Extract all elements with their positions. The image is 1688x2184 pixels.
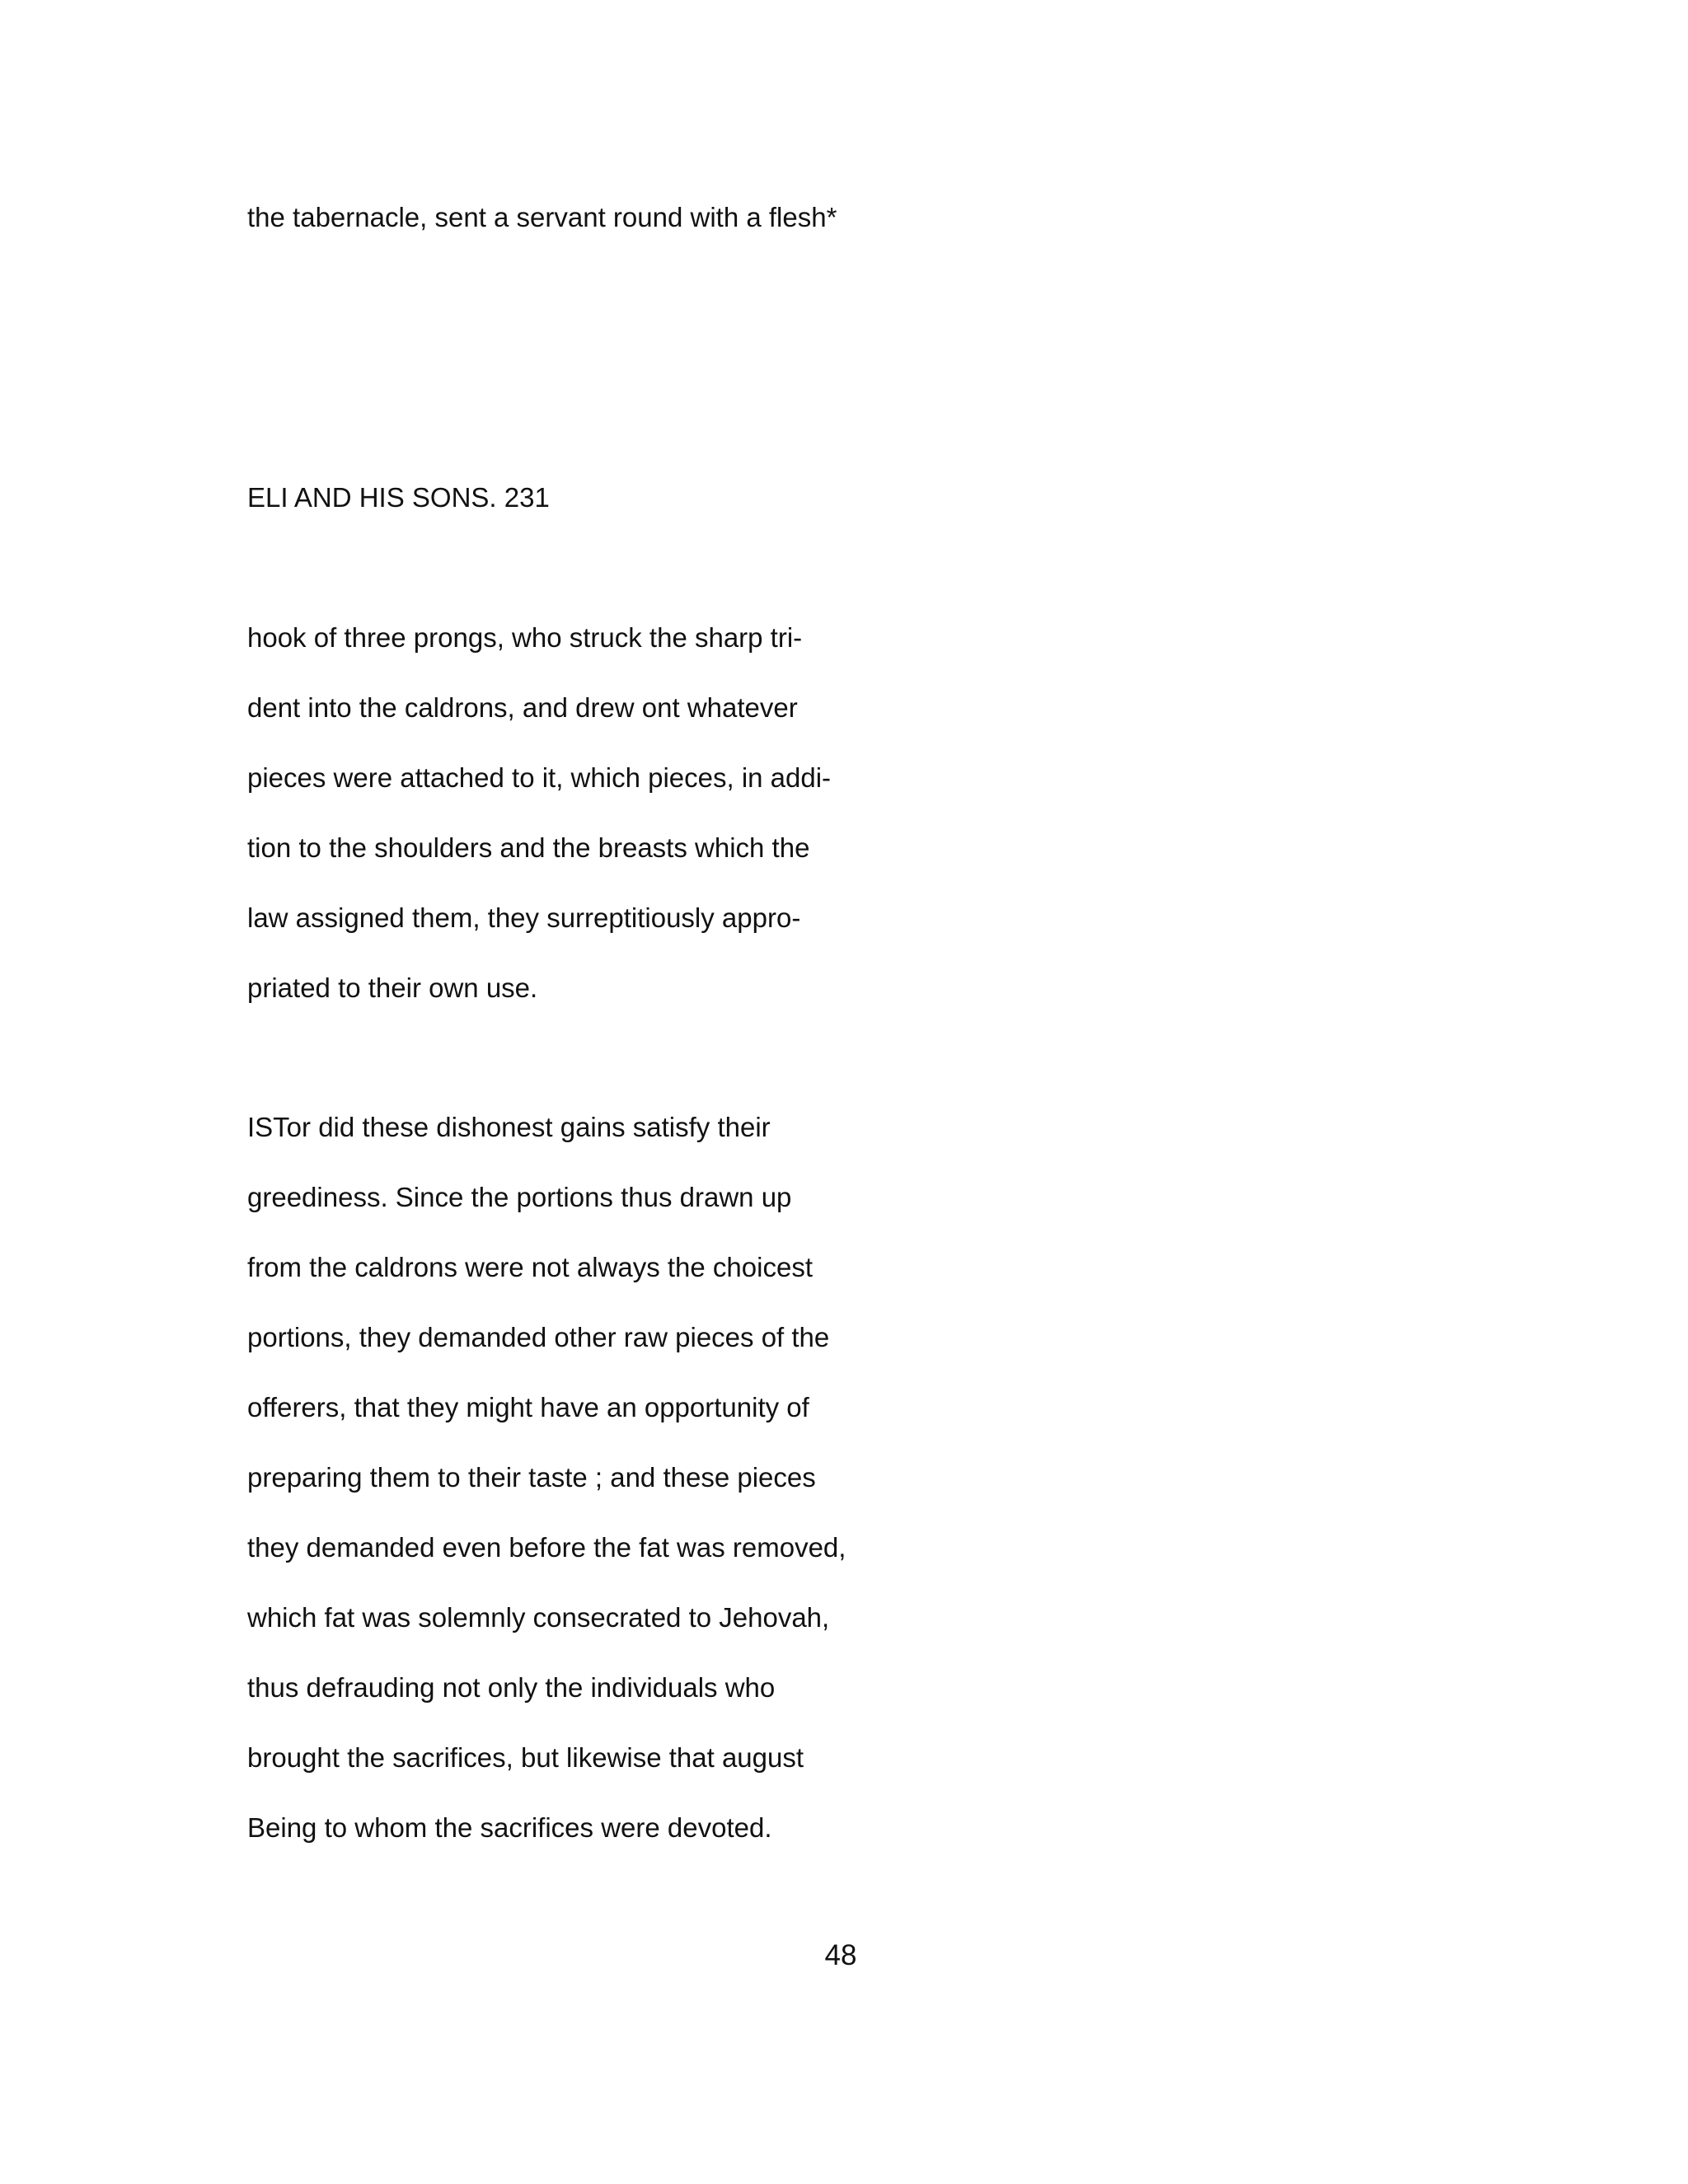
page-number: 48 [824,1939,857,1971]
paragraph-line: from the caldrons were not always the choicest [247,1252,813,1282]
paragraph-line: dent into the caldrons, and drew ont whatever [247,692,798,723]
paragraph-line: priated to their own use. [247,972,538,1003]
paragraph-line: they demanded even before the fat was removed, [247,1532,846,1563]
paragraph-line: pieces were attached to it, which pieces, in addi- [247,762,832,793]
paragraph-line: ISTor did these dishonest gains satisfy their [247,1112,771,1142]
paragraph-line: thus defrauding not only the individuals who [247,1672,776,1703]
paragraph-line: tion to the shoulders and the breasts which the [247,832,810,863]
paragraph-line: brought the sacrifices, but likewise that august [247,1742,804,1773]
paragraph-line: Being to whom the sacrifices were devoted. [247,1812,772,1843]
paragraph-line: portions, they demanded other raw pieces of the [247,1322,830,1352]
paragraph-line: preparing them to their taste ; and these pieces [247,1462,816,1493]
top-line: the tabernacle, sent a servant round with a flesh* [247,202,837,232]
paragraph-line: hook of three prongs, who struck the sharp tri- [247,622,803,653]
paragraph-line: offerers, that they might have an opportunity of [247,1392,809,1422]
running-header: ELI AND HIS SONS. 231 [247,482,550,513]
paragraph-line: greediness. Since the portions thus drawn up [247,1182,792,1212]
paragraph-line: which fat was solemnly consecrated to Jehovah, [247,1602,830,1633]
paragraph-line: law assigned them, they surreptitiously appro- [247,902,801,933]
